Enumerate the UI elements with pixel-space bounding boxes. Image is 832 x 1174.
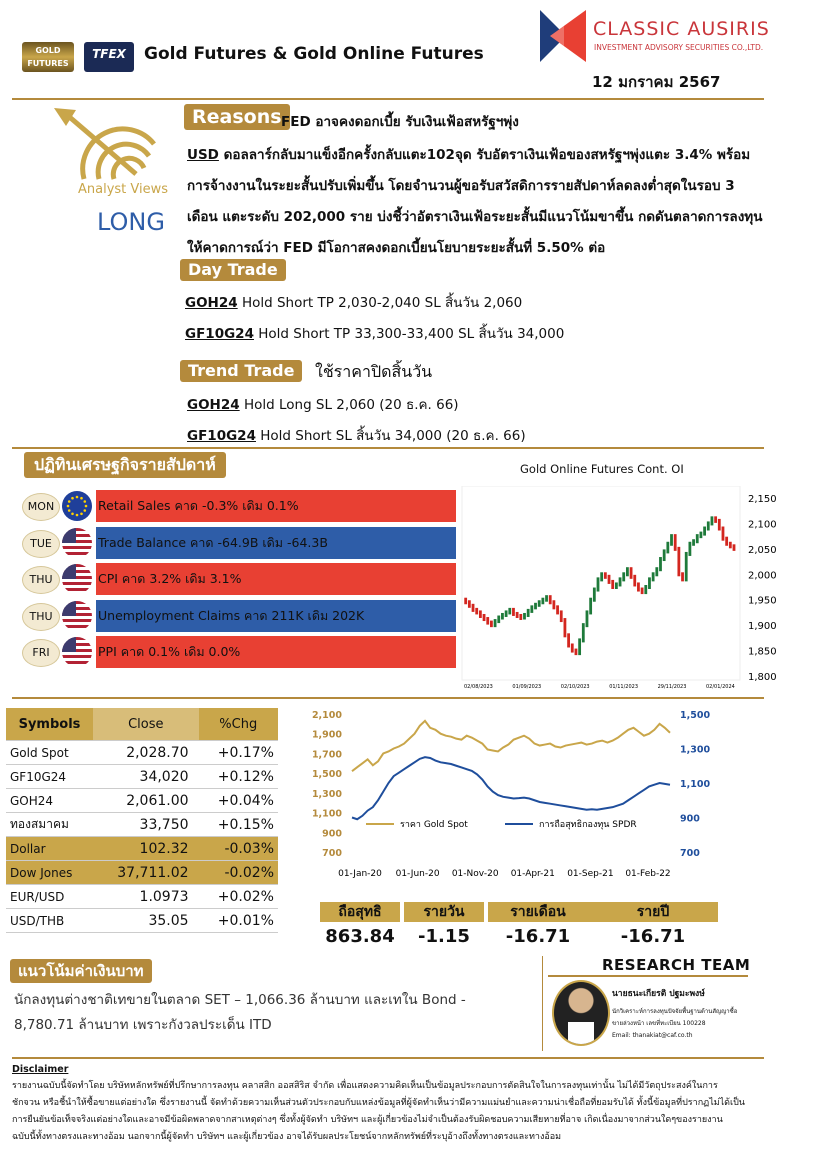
chart-candle bbox=[641, 588, 644, 595]
x-tick-label: 01-Feb-22 bbox=[625, 869, 671, 879]
chart-candle bbox=[729, 542, 732, 549]
chart-candle bbox=[516, 612, 519, 618]
y-tick-label: 1,950 bbox=[748, 595, 777, 607]
chart-candle bbox=[464, 598, 467, 605]
logo2-text: TFEX bbox=[92, 47, 126, 61]
gold-futures-logo bbox=[22, 42, 74, 72]
table-row bbox=[6, 909, 278, 933]
disclaimer-line: ชักจวน หรือชี้นำให้ซื้อขายแต่อย่างใด ซึ่งรายงานนี้ จัดทำด้วยความเห็นส่วนตัวประกอบกับแหล่งข้อมูลที่ผู้จัดทำเห็นว่ามีความแม่นยำและความน่าเชื่อถือที่ยอมรับได้ ทั้งนี้ข้อมูลที่ปรากฏไม่ได้เป็น bbox=[12, 1098, 745, 1108]
reasons-line-4: ให้คาดการณ์ว่า FED มีโอกาสคงดอกเบี้ยนโยบายระยะสั้นที่ 5.50% ต่อ bbox=[187, 240, 606, 256]
symbol-name: USD/THB bbox=[6, 909, 93, 933]
x-tick-label: 01-Apr-21 bbox=[510, 869, 555, 879]
eu-flag-icon bbox=[62, 491, 92, 521]
chart-candle bbox=[552, 600, 555, 609]
y-tick-label: 1,900 bbox=[748, 621, 777, 633]
y-tick-label: 2,050 bbox=[748, 544, 777, 556]
reasons-body bbox=[187, 140, 787, 264]
table-row bbox=[6, 861, 278, 885]
chart-candle bbox=[593, 588, 596, 602]
analyst-email[interactable]: Email: thanakiat@caf.co.th bbox=[612, 1032, 693, 1039]
day-trade-item-1 bbox=[185, 288, 522, 319]
gold-online-futures-chart bbox=[458, 486, 788, 692]
symbol-close: 35.05 bbox=[93, 909, 199, 933]
y-tick-label: 2,150 bbox=[748, 494, 777, 505]
chart-candle bbox=[711, 516, 714, 525]
symbol-close: 34,020 bbox=[93, 765, 199, 789]
chart-candle bbox=[578, 638, 581, 655]
x-tick-label: 29/11/2023 bbox=[657, 684, 687, 690]
spdr-holdings-line bbox=[352, 757, 670, 819]
target-arrow-icon bbox=[54, 104, 164, 184]
chart-candle bbox=[633, 575, 636, 587]
x-tick-label: 02/10/2023 bbox=[560, 684, 590, 690]
x-tick-label: 01/11/2023 bbox=[609, 684, 639, 690]
symbol-name: Dow Jones bbox=[6, 861, 93, 885]
gold-spot-line bbox=[352, 721, 670, 771]
y-left-tick-label: 1,900 bbox=[311, 729, 342, 741]
disclaimer-line: การยืนยันข้อเท็จจริงแต่อย่างใดและอาจมีข้อผิดพลาดจากสาเหตุต่างๆ ซึ่งทั้งผู้จัดทำ บริษัทฯ และผู้เกี่ยวข้องไม่จำเป็นต้องรับผิดชอบความเสียหายที่อาจ เกิดเนื่องมาจากส่วนใดๆของรายงาน bbox=[12, 1115, 723, 1125]
chart-candle bbox=[523, 613, 526, 620]
symbol-name: Gold Spot bbox=[6, 741, 93, 765]
legend-label: การถือสุทธิกองทุน SPDR bbox=[539, 820, 637, 830]
y-left-tick-label: 1,300 bbox=[311, 788, 342, 800]
thb-title: แนวโน้มค่าเงินบาท bbox=[10, 959, 152, 983]
reasons-line-1-text: ดอลลาร์กลับมาแข็งอีกครั้งกลับแตะ102จุด รับอัตราเงินเฟ้อของสหรัฐฯพุ่งแตะ 3.4% พร้อม bbox=[218, 147, 751, 163]
table-row bbox=[6, 765, 278, 789]
chart-candle bbox=[685, 552, 688, 581]
thb-line-1: นักลงทุนต่างชาติเทขายในตลาด SET – 1,066.36 ล้านบาท และเทใน Bond - bbox=[14, 992, 466, 1008]
chart-candle bbox=[530, 605, 533, 613]
y-right-tick-label: 1,300 bbox=[680, 744, 711, 756]
analyst-views-label: Analyst Views bbox=[78, 182, 169, 197]
analyst-name: นายธนะเกียรติ ปฐมะพงษ์ bbox=[612, 989, 705, 999]
disclaimer-title: Disclaimer bbox=[12, 1064, 69, 1075]
chart-candle bbox=[508, 608, 511, 615]
event-description: PPI คาด 0.1% เดิม 0.0% bbox=[96, 636, 456, 668]
research-divider-vertical bbox=[542, 956, 543, 1051]
chart-candle bbox=[571, 643, 574, 652]
y-tick-label: 2,100 bbox=[748, 519, 777, 531]
x-tick-label: 01-Sep-21 bbox=[567, 869, 614, 879]
calendar-event-row bbox=[14, 636, 454, 668]
x-tick-label: 01-Nov-20 bbox=[451, 869, 499, 879]
trend-trade-tag: Trend Trade bbox=[180, 360, 302, 382]
chart-candle bbox=[541, 598, 544, 605]
y-tick-label: 2,000 bbox=[748, 570, 777, 582]
us-flag-icon bbox=[62, 601, 92, 631]
thb-line-2: 8,780.71 ล้านบาท เพราะกังวลประเด็น ITD bbox=[14, 1017, 272, 1033]
symbol-pchg: +0.17% bbox=[199, 741, 278, 765]
chart-candle bbox=[644, 585, 647, 594]
chart-candle bbox=[519, 614, 522, 620]
x-tick-label: 01/09/2023 bbox=[512, 684, 542, 690]
chart-candle bbox=[659, 557, 662, 571]
symbol-close: 102.32 bbox=[93, 837, 199, 861]
chart-candle bbox=[575, 649, 578, 656]
symbol-pchg: +0.15% bbox=[199, 813, 278, 837]
symbol-pchg: +0.01% bbox=[199, 909, 278, 933]
y-left-tick-label: 700 bbox=[322, 848, 342, 859]
calendar-event-row bbox=[14, 527, 454, 559]
calendar-event-row bbox=[14, 600, 454, 632]
analyst-role-2: ขายล่วงหน้า เลขที่ทะเบียน 100228 bbox=[612, 1020, 706, 1027]
chart-candle bbox=[582, 623, 585, 642]
chart-candle bbox=[670, 534, 673, 546]
chart-candle bbox=[560, 610, 563, 622]
chart-candle bbox=[604, 572, 607, 579]
y-left-tick-label: 1,500 bbox=[311, 769, 342, 781]
chart-candle bbox=[567, 633, 570, 647]
chart-candle bbox=[718, 519, 721, 531]
chart-candle bbox=[586, 610, 589, 627]
reasons-line-3: เดือน แตะระดับ 202,000 ราย บ่งชี้ว่าอัตราเงินเฟ้อระยะสั้นมีแนวโน้มขาขึ้น กดดันตลาดการลงทุน bbox=[187, 209, 763, 225]
y-left-tick-label: 1,700 bbox=[311, 749, 342, 761]
analyst-role: นักวิเคราะห์การลงทุนปัจจัยพื้นฐานด้านสัญญาซื้อ bbox=[612, 1008, 738, 1015]
chart-candle bbox=[611, 580, 614, 589]
report-date: 12 มกราคม 2567 bbox=[592, 73, 721, 91]
y-right-tick-label: 900 bbox=[680, 813, 700, 825]
symbol-pchg: +0.12% bbox=[199, 765, 278, 789]
day-trade-text: Hold Short TP 33,300-33,400 SL สิ้นวัน 34,000 bbox=[253, 326, 565, 342]
stat-head-net: ถือสุทธิ bbox=[320, 902, 400, 922]
symbol-close: 33,750 bbox=[93, 813, 199, 837]
chart-candle bbox=[501, 613, 504, 620]
table-row bbox=[6, 741, 278, 765]
trend-trade-symbol: GOH24 bbox=[187, 397, 240, 413]
page-title: Gold Futures & Gold Online Futures bbox=[144, 44, 484, 64]
section-divider bbox=[12, 447, 764, 449]
table-row bbox=[6, 813, 278, 837]
day-trade-text: Hold Short TP 2,030-2,040 SL สิ้นวัน 2,060 bbox=[237, 295, 523, 311]
stat-head-monthly: รายเดือน bbox=[488, 902, 588, 922]
chart-candle bbox=[688, 542, 691, 556]
event-day-badge: TUE bbox=[22, 530, 60, 558]
event-description: Unemployment Claims คาด 211K เดิม 202K bbox=[96, 600, 456, 632]
event-day-badge: THU bbox=[22, 566, 60, 594]
stat-net: 863.84 bbox=[325, 926, 395, 947]
research-team-title: RESEARCH TEAM bbox=[602, 956, 751, 974]
x-tick-label: 02/08/2023 bbox=[464, 684, 493, 690]
event-day-badge: MON bbox=[22, 493, 60, 521]
symbol-close: 37,711.02 bbox=[93, 861, 199, 885]
x-tick-label: 01-Jun-20 bbox=[395, 869, 440, 879]
chart-candle bbox=[479, 610, 482, 618]
disclaimer-line: ฉบับนี้ทั้งทางตรงและทางอ้อม นอกจากนี้ผู้จัดทำ บริษัทฯ และผู้เกี่ยวข้อง อาจได้รับผลประโยชน์จากหลักทรัพย์ที่ระบุอ้างถึงทั้งทางตรงและทางอ้อม bbox=[12, 1132, 562, 1142]
chart-frame bbox=[462, 486, 740, 680]
chart-candle bbox=[600, 572, 603, 581]
y-tick-label: 1,850 bbox=[748, 646, 777, 658]
chart-candle bbox=[608, 575, 611, 584]
trend-trade-text: Hold Short SL สิ้นวัน 34,000 (20 ธ.ค. 66) bbox=[255, 428, 526, 444]
chart-candle bbox=[619, 577, 622, 586]
chart-candle bbox=[663, 549, 666, 561]
chart-candle bbox=[564, 618, 567, 637]
chart-candle bbox=[725, 537, 728, 546]
us-flag-icon bbox=[62, 528, 92, 558]
chart-candle bbox=[626, 567, 629, 576]
col-close: Close bbox=[93, 708, 199, 741]
table-row bbox=[6, 789, 278, 813]
tfex-logo bbox=[84, 42, 134, 72]
spdr-stats-header bbox=[320, 902, 718, 922]
disclaimer-body bbox=[12, 1078, 822, 1146]
chart-candle bbox=[681, 572, 684, 581]
event-description: Retail Sales คาด -0.3% เดิม 0.1% bbox=[96, 490, 456, 522]
us-flag-icon bbox=[62, 564, 92, 594]
trend-trade-note: ใช้ราคาปิดสิ้นวัน bbox=[315, 362, 433, 381]
chart-candle bbox=[475, 608, 478, 615]
chart-candle bbox=[637, 582, 640, 591]
symbols-body bbox=[6, 741, 278, 933]
symbol-pchg: -0.03% bbox=[199, 837, 278, 861]
disclaimer-line: รายงานฉบับนี้จัดทำโดย บริษัทหลักทรัพย์ที่ปรึกษาการลงทุน คลาสสิก ออสสิริส จำกัด เพื่อแสดงความคิดเห็นเป็นข้อมูลประกอบการตัดสินใจในการลงทุนเท่านั้น ไม่ได้มีวัตถุประสงค์ในการ bbox=[12, 1081, 718, 1091]
trend-trade-item-1 bbox=[187, 390, 459, 421]
chart-candle bbox=[494, 619, 497, 627]
y-left-tick-label: 1,100 bbox=[311, 808, 342, 820]
y-left-tick-label: 2,100 bbox=[311, 710, 342, 721]
us-flag-icon bbox=[62, 637, 92, 667]
chart-candle bbox=[486, 617, 489, 625]
chart-candle bbox=[652, 572, 655, 581]
chart-candle bbox=[677, 547, 680, 576]
chart-candle bbox=[703, 527, 706, 536]
chart-candle bbox=[655, 567, 658, 576]
chart-candle bbox=[692, 539, 695, 546]
gold-spot-spdr-chart bbox=[300, 700, 730, 886]
symbol-pchg: -0.02% bbox=[199, 861, 278, 885]
chart-candle bbox=[674, 534, 677, 551]
reasons-line-2: การจ้างงานในระยะสั้นปรับเพิ่มขึ้น โดยจำนวนผู้ขอรับสวัสดิการรายสัปดาห์ลดลงต่ำสุดในรอบ 3 bbox=[187, 178, 735, 194]
y-tick-label: 1,800 bbox=[748, 672, 777, 683]
x-tick-label: 02/01/2024 bbox=[706, 684, 735, 690]
event-description: CPI คาด 3.2% เดิม 3.1% bbox=[96, 563, 456, 595]
stat-monthly: -16.71 bbox=[505, 926, 571, 947]
avatar-shirt bbox=[568, 1022, 594, 1044]
chart-candle bbox=[483, 614, 486, 621]
chart-candle bbox=[527, 609, 530, 617]
symbol-pchg: +0.02% bbox=[199, 885, 278, 909]
chart-candle bbox=[490, 621, 493, 628]
symbol-pchg: +0.04% bbox=[199, 789, 278, 813]
chart-candle bbox=[549, 595, 552, 604]
research-title-underline bbox=[548, 975, 748, 977]
chart-candle bbox=[512, 608, 515, 616]
header-divider bbox=[12, 98, 764, 100]
symbol-name: Dollar bbox=[6, 837, 93, 861]
symbol-close: 1.0973 bbox=[93, 885, 199, 909]
col-pchg: %Chg bbox=[199, 708, 278, 741]
chart-candle bbox=[622, 572, 625, 581]
col-symbols: Symbols bbox=[6, 708, 93, 741]
event-day-badge: FRI bbox=[22, 639, 60, 667]
calendar-event-row bbox=[14, 490, 454, 522]
day-trade-item-2 bbox=[185, 319, 564, 350]
table-row bbox=[6, 885, 278, 909]
chart-oi-title: Gold Online Futures Cont. OI bbox=[520, 462, 684, 476]
symbol-close: 2,061.00 bbox=[93, 789, 199, 813]
legend-label: ราคา Gold Spot bbox=[400, 820, 468, 830]
calendar-event-row bbox=[14, 563, 454, 595]
analyst-view-long: LONG bbox=[97, 208, 165, 236]
chart-candle bbox=[666, 542, 669, 554]
event-description: Trade Balance คาด -64.9B เดิม -64.3B bbox=[96, 527, 456, 559]
chart-candle bbox=[714, 516, 717, 523]
chart-candle bbox=[545, 595, 548, 602]
event-day-badge: THU bbox=[22, 603, 60, 631]
chart-candle bbox=[497, 616, 500, 624]
logo1-text: GOLD FUTURES bbox=[27, 46, 69, 68]
chart-candle bbox=[696, 534, 699, 543]
chart-candle bbox=[556, 605, 559, 614]
symbols-header-row bbox=[6, 708, 278, 741]
y-right-tick-label: 1,500 bbox=[680, 710, 711, 721]
reasons-line-1 bbox=[187, 140, 787, 171]
usd-symbol: USD bbox=[187, 147, 219, 163]
brand-subtitle: INVESTMENT ADVISORY SECURITIES CO.,LTD. bbox=[594, 43, 764, 52]
chart-candle bbox=[472, 604, 475, 612]
calendar-title: ปฏิทินเศรษฐกิจรายสัปดาห์ bbox=[24, 452, 226, 478]
section-divider-2 bbox=[12, 697, 764, 699]
chart-candle bbox=[589, 598, 592, 615]
spdr-stats-values bbox=[320, 926, 718, 947]
trend-trade-text: Hold Long SL 2,060 (20 ธ.ค. 66) bbox=[239, 397, 459, 413]
stat-yearly: -16.71 bbox=[620, 926, 686, 947]
y-left-tick-label: 900 bbox=[322, 828, 342, 840]
chart-candle bbox=[722, 527, 725, 541]
y-right-tick-label: 700 bbox=[680, 848, 700, 859]
y-right-tick-label: 1,100 bbox=[680, 779, 711, 790]
chart-candle bbox=[630, 567, 633, 579]
day-trade-symbol: GOH24 bbox=[185, 295, 238, 311]
disclaimer-divider bbox=[12, 1057, 764, 1059]
chart-candle bbox=[733, 544, 736, 551]
symbol-name: GF10G24 bbox=[6, 765, 93, 789]
spdr-stats bbox=[320, 902, 718, 947]
symbol-close: 2,028.70 bbox=[93, 741, 199, 765]
classic-ausiris-logo-icon bbox=[540, 10, 586, 62]
reasons-tag: Reasons bbox=[184, 104, 290, 130]
chart-candle bbox=[700, 532, 703, 539]
symbol-name: EUR/USD bbox=[6, 885, 93, 909]
brand-name: CLASSIC AUSIRIS bbox=[593, 18, 770, 40]
chart-candle bbox=[538, 600, 541, 607]
trend-trade-symbol: GF10G24 bbox=[187, 428, 256, 444]
chart-candle bbox=[648, 577, 651, 589]
chart-candle bbox=[597, 577, 600, 591]
chart-candle bbox=[534, 603, 537, 610]
chart-candle bbox=[468, 600, 471, 608]
reasons-headline: FED อาจคงดอกเบี้ย รับเงินเฟ้อสหรัฐฯพุ่ง bbox=[281, 114, 519, 130]
symbol-name: ทองสมาคม bbox=[6, 813, 93, 837]
symbols-table bbox=[6, 708, 278, 933]
stat-head-yearly: รายปี bbox=[588, 902, 718, 922]
x-tick-label: 01-Jan-20 bbox=[338, 869, 382, 879]
day-trade-symbol: GF10G24 bbox=[185, 326, 254, 342]
chart-candle bbox=[707, 521, 710, 530]
stat-head-daily: รายวัน bbox=[404, 902, 484, 922]
table-row bbox=[6, 837, 278, 861]
stat-daily: -1.15 bbox=[418, 926, 470, 947]
analyst-avatar bbox=[552, 980, 610, 1046]
symbol-name: GOH24 bbox=[6, 789, 93, 813]
chart-candle bbox=[615, 582, 618, 589]
day-trade-tag: Day Trade bbox=[180, 259, 286, 281]
chart-candle bbox=[505, 610, 508, 617]
